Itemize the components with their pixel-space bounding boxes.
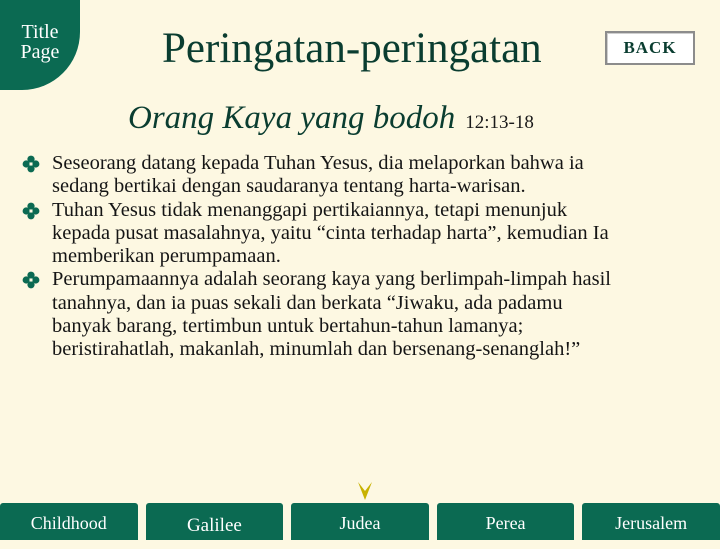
nav-tab-childhood[interactable]: Childhood <box>0 503 138 540</box>
diamond-bullet-icon <box>22 155 40 173</box>
nav-tab-judea[interactable]: Judea <box>291 503 429 540</box>
bullet-text: Seseorang datang kepada Tuhan Yesus, dia melaporkan bahwa ia sedang bertikai dengan saudaranya tentang harta-warisan. <box>52 152 584 198</box>
arrow-down-icon <box>356 480 374 502</box>
back-button[interactable]: BACK <box>605 31 695 65</box>
subtitle <box>128 100 534 137</box>
title-page-line1: Title <box>21 21 59 43</box>
diamond-bullet-icon <box>22 271 40 289</box>
slide-title: Peringatan-peringatan <box>162 25 542 72</box>
title-page-button[interactable] <box>0 0 80 90</box>
title-page-line2: Page <box>20 41 60 63</box>
diamond-bullet-icon <box>22 202 40 220</box>
scripture-reference: 12:13-18 <box>465 112 534 133</box>
bullet-text: Tuhan Yesus tidak menanggapi pertikaiannya, tetapi menunjuk kepada pusat masalahnya, yaitu “cinta terhadap harta”, kemudian Ia memberikan perumpamaan. <box>52 198 609 268</box>
bullet-item <box>22 268 622 361</box>
subtitle-main: Orang Kaya yang bodoh <box>128 100 456 136</box>
nav-tab-perea[interactable]: Perea <box>437 503 575 540</box>
bullet-list <box>22 152 622 362</box>
bullet-item <box>22 152 622 199</box>
bullet-text: Perumpamaannya adalah seorang kaya yang berlimpah-limpah hasil tanahnya, dan ia puas sekali dan berkata “Jiwaku, ada padamu banyak barang, tertimbun untuk bertahun-tahun lamanya; beristirahatlah, makanlah, minumlah dan bersenang-senanglah!” <box>52 268 611 361</box>
bullet-item <box>22 199 622 269</box>
section-nav-bar <box>0 503 720 540</box>
nav-tab-jerusalem[interactable]: Jerusalem <box>582 503 720 540</box>
nav-tab-galilee[interactable]: Galilee <box>146 503 284 540</box>
